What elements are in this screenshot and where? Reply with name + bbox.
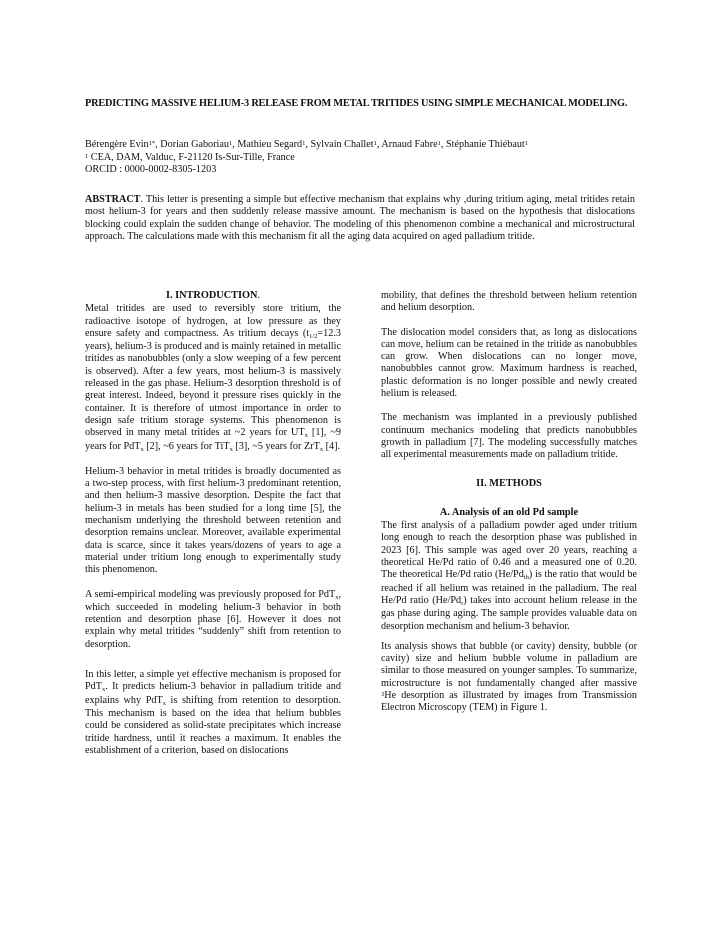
text-run: Its analysis shows that bubble (or cavity) density, bubble (or cavity) size and helium bubble volume in palladium are similar to those measured on younger samples. To summarize, microstructure is not fundamentally changed after massive	[381, 640, 637, 689]
author-affiliation-mark: 1	[437, 140, 441, 147]
author-affiliation-mark: 1*	[148, 140, 156, 147]
subscript: x	[140, 445, 144, 453]
orcid: ORCID : 0000-0002-8305-1203	[85, 164, 217, 176]
text-run: is shifting from retention to desorption. This mechanism is based on the idea that helium bubbles could be considered as solid-state precipitates which increase tritide hardness, until it reaches a maximum. It enables the establishment of a criterion, based on dislocations	[85, 694, 342, 756]
text-run: He desorption as illustrated by images from Transmission Electron Microscopy (TEM) in Figure 1.	[381, 690, 637, 714]
author-name: , Arnaud Fabre	[376, 139, 438, 150]
author-affiliation-mark: 1	[302, 140, 306, 147]
intro-paragraph-6: The dislocation model considers that, as long as dislocations can move, helium can be retained in the tritide as nanobubbles can grow. When dislocations can no longer move, nanobubbles cannot grow. Maximum hardness is reached, plastic deformation is no longer possible and newly created helium is released.	[381, 326, 637, 400]
methods-paragraph-1	[381, 520, 637, 633]
subscript: x	[162, 699, 166, 707]
intro-paragraph-5: mobility, that defines the threshold between helium retention and helium desorption.	[381, 290, 637, 314]
text-run: [1], ~9 years for PdT	[85, 427, 342, 452]
intro-paragraph-2: Helium-3 behavior in metal tritides is broadly documented as a two-step process, with first helium-3 predominant retention, and then helium-3 massive desorption. Despite the fact that helium-3 in metals has been studied for a long time [5], the mechanism underlying the threshold between retention and desorption remains unclear. Moreover, available experimental data is scarce, since it takes years/dozens of years to age a material under tritium long enough to experimentally study this phenomenon.	[85, 465, 341, 576]
subscript: th	[523, 574, 529, 582]
abstract-text: . This letter is presenting a simple but effective mechanism that explains why ,during tritium aging, metal tritides retain most helium-3 for years and then suddenly release massive amount. The mechanism is based on the hypothesis that dislocations blocking could explain the sudden change of behavior. The modeling of this phenomenon combine a mechanical and microstructural approach. The calculations made with this mechanism fit all the aging data acquired on aged palladium tritide.	[85, 194, 635, 242]
subscript: 1/2	[309, 332, 318, 340]
author-name: , Dorian Gaboriau	[155, 139, 229, 150]
section-heading-period: .	[257, 290, 261, 301]
author-block	[85, 139, 645, 177]
author-list	[85, 139, 645, 152]
subscript: x	[101, 686, 106, 694]
abstract	[85, 194, 635, 243]
text-run: . It predicts helium-3 behavior in palladium tritide and explains why PdT	[85, 681, 341, 706]
section-heading-text: I. INTRODUCTION	[165, 290, 258, 301]
text-run: The first analysis of a palladium powder aged under tritium long enough to reach the desorption phase was published in 2023 [6]. This sample was aged over 20 years, reaching a theoretical He/Pd ratio of 0.46 and a measured one of 0.20. The theoretical He/Pd ratio (He/Pd	[381, 520, 637, 581]
subscript: x	[229, 445, 233, 453]
subscript: x	[319, 445, 324, 453]
affiliation-mark: 1	[85, 152, 89, 160]
intro-paragraph-3	[85, 589, 341, 651]
author-affiliation-mark: 1	[524, 140, 529, 147]
text-run: ) takes into account helium release in the gas phase during aging. The sample provides valuable data on desorption mechanism and helium-3 behavior.	[381, 594, 637, 632]
subscript: x	[304, 432, 308, 440]
text-run: [3], ~5 years for ZrT	[232, 440, 320, 452]
text-run: , which succeeded in modeling helium-3 behavior in both retention and desorption phase [6]. However it does not explain why metal tritides “suddenly” shift from retention to desorption.	[85, 588, 341, 650]
author-name: Bérengère Evin	[85, 139, 149, 150]
section-heading-introduction	[85, 290, 341, 302]
right-column	[381, 290, 637, 727]
intro-paragraph-7: The mechanism was implanted in a previously published continuum mechanics modeling that predicts nanobubbles growth in palladium [7]. The modeling successfully matches all experimental measurements made on palladium tritide.	[381, 412, 637, 461]
text-run: [2], ~6 years for TiT	[143, 440, 230, 452]
methods-paragraph-2	[381, 641, 637, 715]
text-run: In this letter, a simple yet effective mechanism is proposed for PdT	[85, 669, 341, 693]
text-run: =12.3 years), helium-3 is produced and is mainly retained in metallic tritides as nanobubbles (only a slow weeping of a few percent is observed). After a few years, most helium-3 is massively released in the gas phase. Helium-3 desorption threshold is of great interest. Indeed, beyond it pressure rises quickly in the container. It is therefore of utmost importance in order to design safe tritium storage systems. This phenomenon is observed in many metal tritides at ~2 years for UT	[85, 327, 341, 439]
author-name: , Stéphanie Thiébaut	[440, 139, 525, 150]
author-name: , Mathieu Segard	[232, 139, 303, 150]
left-column	[85, 290, 341, 769]
subscript: x	[335, 593, 339, 601]
superscript: 3	[381, 691, 385, 699]
subsection-heading: A. Analysis of an old Pd sample	[439, 506, 579, 518]
text-run: Metal tritides are used to reversibly store tritium, the radioactive isotope of hydrogen, at low pressure as they ensure safety and compactness. As tritium decays (t	[85, 303, 341, 339]
author-affiliation-mark: 1	[229, 140, 233, 147]
intro-paragraph-4	[85, 669, 341, 757]
subscript: r	[461, 599, 464, 607]
text-run: A semi-empirical modeling was previously proposed for PdT	[85, 588, 336, 600]
section-heading-methods: II. METHODS	[476, 477, 542, 489]
author-name: , Sylvain Challet	[305, 139, 374, 150]
intro-paragraph-1	[85, 303, 341, 454]
paper-title: PREDICTING MASSIVE HELIUM-3 RELEASE FROM METAL TRITIDES USING SIMPLE MECHANICAL MODELING.	[85, 98, 628, 109]
author-affiliation-mark: 1	[373, 140, 377, 147]
abstract-label: ABSTRACT	[85, 194, 141, 205]
affiliation-text: CEA, DAM, Valduc, F-21120 Is-Sur-Tille, France	[88, 151, 295, 163]
text-run: ) is the ratio that would be reached if all helium was retained in the palladium. The real He/Pd ratio (He/Pd	[381, 569, 638, 606]
affiliation	[85, 152, 645, 165]
text-run: [4].	[323, 440, 341, 452]
